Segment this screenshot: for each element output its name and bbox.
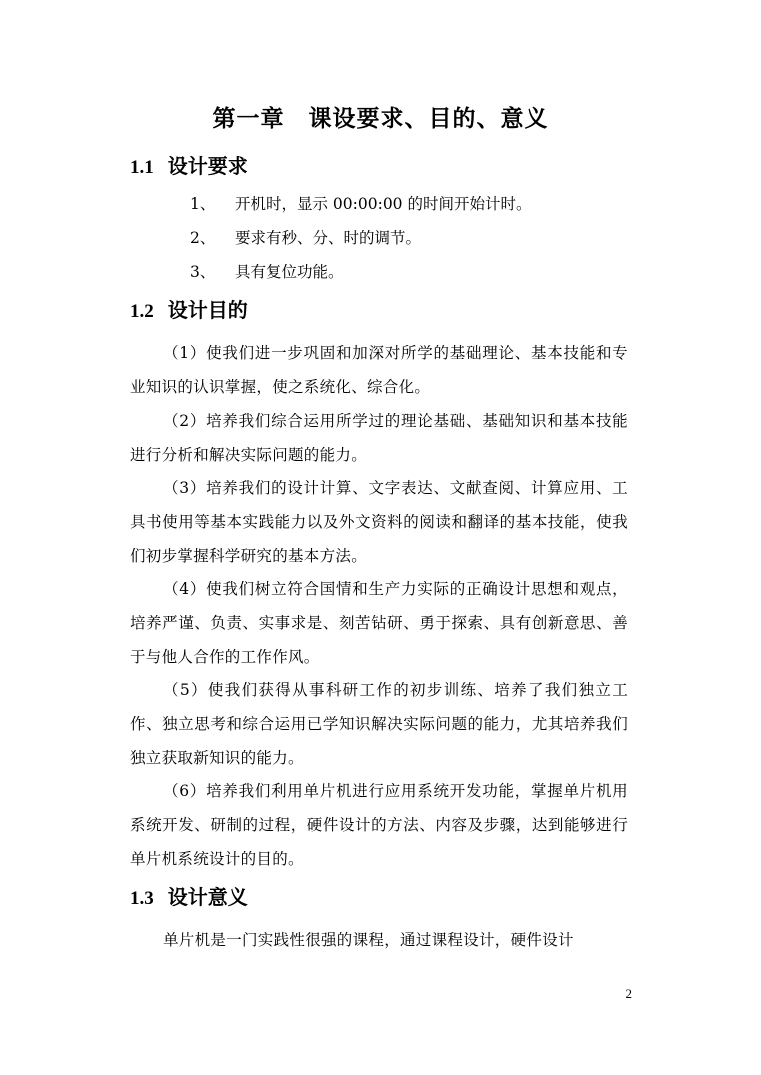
- section-heading-1-3: [130, 882, 248, 914]
- section-number: 1.2: [130, 301, 154, 322]
- section-title: 设计意义: [167, 885, 248, 909]
- paragraph: （3）培养我们的设计计算、文字表达、文献查阅、计算应用、工具书使用等基本实践能力以及外文资料的阅读和翻译的基本技能，使我们初步掌握科学研究的基本方法。: [130, 479, 628, 565]
- list-item-text: 要求有秒、分、时的调节。: [235, 229, 422, 247]
- list-item: [190, 225, 531, 259]
- list-item: [190, 191, 531, 225]
- section-number: 1.3: [130, 888, 154, 909]
- paragraph: （4）使我们树立符合国情和生产力实际的正确设计思想和观点，培养严谨、负责、实事求是、刻苦钻研、勇于探索、具有创新意思、善于与他人合作的工作作风。: [130, 580, 628, 666]
- requirements-list: [190, 191, 531, 293]
- list-marker: 3、: [190, 263, 216, 281]
- list-item: [190, 259, 531, 293]
- section-number: 1.1: [130, 157, 154, 178]
- paragraph: （5）使我们获得从事科研工作的初步训练、培养了我们独立工作、独立思考和综合运用已学知识解决实际问题的能力，尤其培养我们独立获取新知识的能力。: [130, 681, 628, 767]
- section-title: 设计要求: [167, 154, 248, 178]
- list-item-text: 开机时，显示 00:00:00 的时间开始计时。: [235, 195, 532, 213]
- section-title: 设计目的: [167, 298, 248, 322]
- list-marker: 1、: [190, 195, 216, 213]
- page-number: 2: [625, 986, 632, 1001]
- paragraph: 单片机是一门实践性很强的课程，通过课程设计，硬件设计: [163, 931, 574, 949]
- chapter-title: 第一章 课设要求、目的、意义: [212, 105, 549, 132]
- section-heading-1-1: [130, 151, 248, 183]
- section-heading-1-2: [130, 295, 248, 327]
- list-item-text: 具有复位功能。: [235, 263, 344, 281]
- list-marker: 2、: [190, 229, 216, 247]
- paragraph: （1）使我们进一步巩固和加深对所学的基础理论、基本技能和专业知识的认识掌握，使之系统化、综合化。: [130, 344, 628, 396]
- paragraph: （6）培养我们利用单片机进行应用系统开发功能，掌握单片机用系统开发、研制的过程，硬件设计的方法、内容及步骤，达到能够进行单片机系统设计的目的。: [130, 782, 628, 868]
- paragraph: （2）培养我们综合运用所学过的理论基础、基础知识和基本技能进行分析和解决实际问题的能力。: [130, 412, 628, 464]
